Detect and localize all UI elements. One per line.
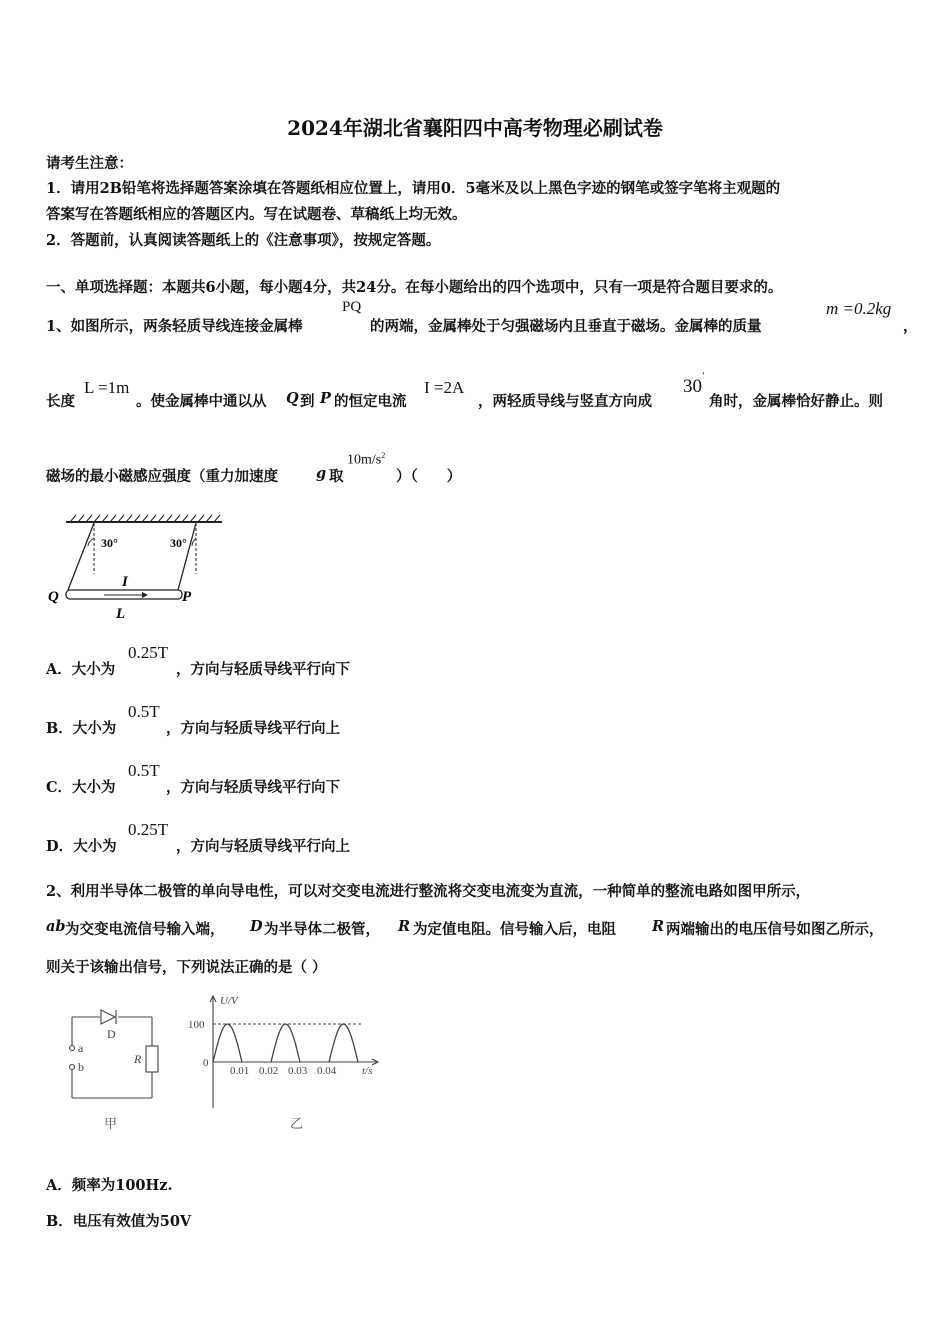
q1-line3a: 磁场的最小磁感应强度（重力加速度 xyxy=(46,468,278,485)
graph-caption: 乙 xyxy=(290,1116,304,1131)
q1-math-g: $10m/s^2$ xyxy=(347,451,386,468)
notice-heading: 请考生注意： xyxy=(46,155,133,172)
q1-figure-p: P xyxy=(182,589,192,605)
q1-option-c-value: 0.5T xyxy=(128,761,160,780)
graph-x-tick: 0.02 xyxy=(259,1065,279,1077)
q2-circuit-figure xyxy=(60,1002,170,1136)
q2-d: D xyxy=(250,918,263,935)
circuit-label-d: D xyxy=(107,1027,116,1041)
q1-line1a: 1、如图所示，两条轻质导线连接金属棒 xyxy=(46,318,303,335)
q1-option-d-value: 0.25T xyxy=(128,820,169,839)
q2-voltage-graph xyxy=(180,992,390,1136)
q2-r2: R xyxy=(652,918,665,935)
q2-line2c: 为定值电阻。信号输入后，电阻 xyxy=(413,921,616,938)
q1-math-angle: 30 xyxy=(683,376,702,397)
q2-line2d: 两端输出的电压信号如图乙所示， xyxy=(666,921,884,938)
q1-line2e: ，两轻质导线与竖直方向成 xyxy=(478,393,652,410)
circuit-caption: 甲 xyxy=(104,1116,118,1131)
q1-line2a: 长度 xyxy=(46,393,75,410)
section-heading: 一、单项选择题：本题共6小题，每小题4分，共24分。在每小题给出的四个选项中，只有一项是符合题目要求的。 xyxy=(46,279,783,296)
graph-x-tick: 0.01 xyxy=(230,1065,250,1077)
notice-line-1: 1．请用2B铅笔将选择题答案涂填在答题纸相应位置上，请用0．5毫米及以上黑色字迹的钢笔或签字笔将主观题的 xyxy=(46,180,781,197)
q1-figure-length: L xyxy=(116,606,126,622)
q1-line2b: 。使金属棒中通以从 xyxy=(136,393,267,410)
graph-y-100: 100 xyxy=(188,1019,205,1031)
graph-y-0: 0 xyxy=(203,1057,209,1069)
q1-line3b: 取 xyxy=(329,468,344,485)
graph-x-axis-label: t/s xyxy=(362,1065,373,1077)
q1-line3c: ）（ ） xyxy=(396,468,462,485)
q1-math-current: I =2A xyxy=(424,378,465,397)
q1-figure-angle-right: 30° xyxy=(170,536,187,550)
circuit-label-a: a xyxy=(78,1041,84,1055)
q1-option-c-text: ，方向与轻质导线平行向下 xyxy=(166,779,340,796)
q2-ab: ab xyxy=(46,918,66,935)
q1-option-c-label: C．大小为 xyxy=(46,779,116,796)
voltage-waveform xyxy=(213,1024,358,1062)
q1-line1b: 的两端，金属棒处于匀强磁场内且垂直于磁场。金属棒的质量 xyxy=(370,318,762,335)
q2-option-a: A．频率为100Hz. xyxy=(46,1177,173,1194)
degree-mark: ' xyxy=(702,372,705,382)
q1-line1c: ， xyxy=(903,318,918,335)
q1-figure-angle-left: 30° xyxy=(101,536,118,550)
notice-line-2: 2．答题前，认真阅读答题纸上的《注意事项》，按规定答题。 xyxy=(46,232,441,249)
q1-option-a-text: ，方向与轻质导线平行向下 xyxy=(176,661,350,678)
q1-option-b-value: 0.5T xyxy=(128,702,160,721)
q1-math-mass: m =0.2kg xyxy=(826,299,892,318)
notice-line-1b: 答案写在答题纸相应的答题区内。写在试题卷、草稿纸上均无效。 xyxy=(46,206,467,223)
q2-r: R xyxy=(398,918,411,935)
q1-option-d-text: ，方向与轻质导线平行向上 xyxy=(176,838,350,855)
graph-x-tick: 0.04 xyxy=(317,1065,337,1077)
q1-figure-q: Q xyxy=(48,589,59,605)
q2-line2b: 为半导体二极管， xyxy=(264,921,380,938)
page-title: 2024年湖北省襄阳四中高考物理必刷试卷 xyxy=(287,116,663,140)
q1-figure-current: I xyxy=(122,574,128,590)
q1-math-length: L =1m xyxy=(84,378,130,397)
q1-line2d: 的恒定电流 xyxy=(334,393,407,410)
q1-figure xyxy=(44,512,230,624)
q1-option-a-value: 0.25T xyxy=(128,643,169,662)
circuit-label-r: R xyxy=(134,1052,142,1066)
q2-line2a: 为交变电流信号输入端， xyxy=(65,921,225,938)
q2-line1: 2、利用半导体二极管的单向导电性，可以对交变电流进行整流将交变电流变为直流，一种简单的整流电路如图甲所示， xyxy=(46,883,811,900)
q1-letter-g: g xyxy=(316,465,327,482)
q1-option-d-label: D．大小为 xyxy=(46,838,117,855)
q1-letter-q: Q xyxy=(286,390,299,407)
circuit-label-b: b xyxy=(78,1060,84,1074)
graph-y-axis-label: U/V xyxy=(220,995,238,1007)
graph-x-tick: 0.03 xyxy=(288,1065,308,1077)
q1-option-a-label: A．大小为 xyxy=(46,661,116,678)
q1-option-b-label: B．大小为 xyxy=(46,720,117,737)
q2-option-b: B．电压有效值为50V xyxy=(46,1213,192,1230)
q1-math-pq: PQ xyxy=(342,299,362,315)
q1-letter-p: P xyxy=(320,390,331,407)
q1-line2f: 角时，金属棒恰好静止。则 xyxy=(709,393,883,410)
q1-line2c: 到 xyxy=(300,393,315,410)
q1-option-b-text: ，方向与轻质导线平行向上 xyxy=(166,720,340,737)
q2-line3: 则关于该输出信号，下列说法正确的是（ ） xyxy=(46,959,327,976)
